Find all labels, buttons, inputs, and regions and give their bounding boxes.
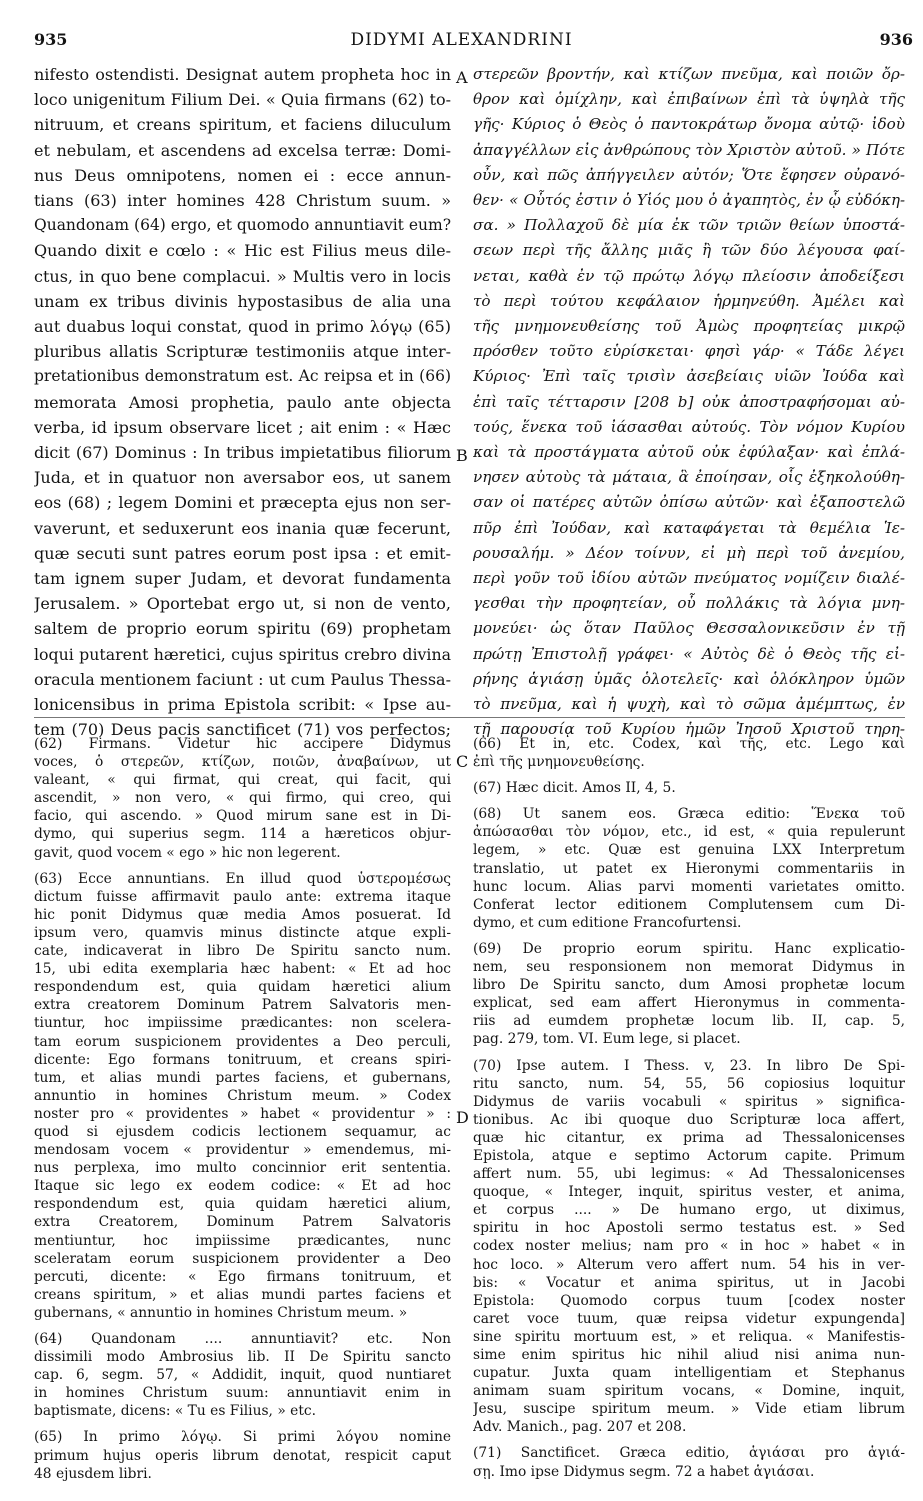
page-number-left: 935 bbox=[34, 30, 68, 49]
margin-letter-b: B bbox=[456, 446, 468, 465]
latin-text-line: loqui putarent hæretici, cujus spiritus crebro divina bbox=[34, 644, 451, 664]
margin-letter-d: D bbox=[456, 1108, 469, 1127]
footnote-line: dicente: Ego formans tonitruum, et creans spiri- bbox=[34, 1051, 451, 1068]
footnote-line: translatio, ut patet ex Hieronymi commentariis in bbox=[473, 860, 905, 877]
latin-text-line: lonicensibus in prima Epistola scribit: « Ipse au- bbox=[34, 695, 451, 715]
footnote-line: sime enim spiritus hic nihil aliud nisi anima nun- bbox=[473, 1347, 905, 1363]
footnote-line: tionibus. Ac ibi quoque duo Scripturæ loca affert, bbox=[473, 1111, 905, 1128]
greek-text-line: πρόσθεν τοῦτο εὑρίσκεται· φησὶ γάρ· « Τάδε λέγει bbox=[473, 342, 905, 361]
footnote-line: animam suam spiritum vocans, « Domine, inquit, bbox=[473, 1383, 905, 1400]
footnote-line: codex noster melius; nam pro « in hoc » habet « in bbox=[473, 1238, 905, 1255]
footnote-line: extra creatorem Dominum Patrem Salvatoris men- bbox=[34, 997, 451, 1014]
footnote-line: quæ hic citantur, ex prima ad Thessalonicenses bbox=[473, 1129, 905, 1146]
greek-text-column bbox=[473, 62, 905, 742]
latin-text-line: quæ secuti sunt patres eorum post ipsa : et emit- bbox=[34, 543, 451, 563]
footnote-line: dymo, qui superius segm. 114 a hæreticos objur- bbox=[34, 826, 451, 843]
footnote-line: spiritu in hoc Apostoli sermo testatus est. » Sed bbox=[473, 1220, 905, 1237]
footnote-line: cate, indicaverat in libro De Spiritu sancto num. bbox=[34, 943, 451, 960]
footnote-line: Itaque sic lego ex eodem codice: « Et ad hoc bbox=[34, 1178, 451, 1195]
footnote-line: tam eorum suspicionem providentes a Deo perculi, bbox=[34, 1033, 451, 1050]
footnote-line: Conferat lector editionem Complutensem cum Di- bbox=[473, 896, 905, 913]
footnote-line: Epistola: Quomodo corpus tuum [codex noster bbox=[473, 1292, 905, 1309]
margin-letter-c: C bbox=[456, 752, 469, 771]
greek-text-line: γῆς· Κύριος ὁ Θεὸς ὁ παντοκράτωρ ὄνομα αὐτῷ· ἰδοὺ bbox=[473, 115, 905, 134]
greek-text-line: ρουσαλήμ. » Δέον τοίνυν, εἰ μὴ περὶ τοῦ ἀνεμίου, bbox=[473, 543, 905, 562]
footnote-line: (68) Ut sanem eos. Græca editio: Ἕνεκα τοῦ bbox=[473, 806, 905, 823]
latin-text-line: tians (63) inter homines 428 Christum suum. » bbox=[34, 191, 451, 211]
greek-text-line: γεσθαι τὴν προφητείαν, οὗ πολλάκις τὰ λόγια μνη- bbox=[473, 594, 905, 613]
footnote-line: ἀπώσασθαι τὸν νόμον, etc., id est, « quia repulerunt bbox=[473, 824, 905, 841]
greek-text-line: νησεν αὐτοὺς τὰ μάταια, ἃ ἐποίησαν, οἷς ἐξηκολούθη- bbox=[473, 468, 905, 487]
latin-text-line: et nebulam, et ascendens ad excelsa terræ: Domi- bbox=[34, 140, 451, 160]
greek-text-line: ἀπαγγέλλων εἰς ἀνθρώπους τὸν Χριστὸν αὐτοῦ. » Πότε bbox=[473, 140, 905, 159]
greek-text-line: ἐπὶ ταῖς τέτταρσιν [208 b] οὐκ ἀποστραφήσομαι αὐ- bbox=[473, 392, 905, 411]
latin-text-line: Juda, et in quatuor non aversabor eos, ut sanem bbox=[34, 468, 451, 488]
greek-text-line: Κύριος· Ἐπὶ ταῖς τρισὶν ἀσεβείαις υἱῶν Ἰούδα καὶ bbox=[473, 367, 905, 386]
footnote-line: affert num. 55, ubi legimus: « Ad Thessalonicenses bbox=[473, 1166, 905, 1183]
latin-text-line: eos (68) ; legem Domini et præcepta ejus non ser- bbox=[34, 493, 451, 513]
footnote-line: cupatur. Juxta quam intelligentiam et Stephanus bbox=[473, 1365, 905, 1382]
footnote-line: pag. 279, tom. VI. Eum lege, si placet. bbox=[473, 1031, 741, 1048]
footnote-line: valeant, « qui firmat, qui creat, qui facit, qui bbox=[34, 772, 451, 789]
footnote-line: sceleratam eorum suspicionem providenter a Deo bbox=[34, 1250, 451, 1267]
footnote-line: respondendum est, quia quidam hæretici alium bbox=[34, 979, 451, 996]
footnote-line: ascendit, » non vero, « qui firmo, qui creo, qui bbox=[34, 790, 451, 807]
greek-text-line: πρώτῃ Ἐπιστολῇ γράφει· « Αὐτὸς δὲ ὁ Θεὸς τῆς εἰ- bbox=[473, 644, 905, 663]
running-head bbox=[0, 30, 923, 56]
latin-text-line: nus Deus omnipotens, nomen ei : ecce annun- bbox=[34, 165, 451, 185]
footnote-line: nem, seu responsionem non memorat Didymus in bbox=[473, 959, 905, 976]
footnote-line: explicat, sed eam affert Hieronymus in commenta- bbox=[473, 995, 905, 1012]
footnote-line: gavit, quod vocem « ego » hic non legerent. bbox=[34, 844, 341, 861]
footnote-line: Adv. Manich., pag. 207 et 208. bbox=[473, 1419, 687, 1436]
greek-text-line: σεων περὶ τῆς ἄλλης μιᾶς ἢ τῶν δύο λέγουσα φαί- bbox=[473, 241, 905, 260]
latin-text-line: Quando dixit e cœlo : « Hic est Filius meus dile- bbox=[34, 241, 451, 261]
greek-text-line: στερεῶν βροντήν, καὶ κτίζων πνεῦμα, καὶ ποιῶν ὄρ- bbox=[473, 65, 905, 83]
footnote-line: cap. 6, segm. 57, « Addidit, inquit, quod nuntiaret bbox=[34, 1367, 451, 1384]
footnote-gap bbox=[473, 771, 905, 779]
greek-text-line: τὸ περὶ τούτου κεφάλαιον ἡρμηνεύθη. Ἀμέλει καὶ bbox=[473, 291, 905, 310]
footnote-line: hoc loco. » Alterum vero affert num. 54 his in ver- bbox=[473, 1256, 905, 1273]
greek-text-line: τὸ πνεῦμα, καὶ ἡ ψυχὴ, καὶ τὸ σῶμα ἀμέμπτως, ἐν bbox=[473, 695, 905, 714]
margin-letter-a: A bbox=[456, 68, 468, 87]
footnote-line: noster pro « providentes » habet « providentur » : bbox=[34, 1105, 451, 1122]
footnote-line: creans spiritum, » et alias mundi partes faciens et bbox=[34, 1286, 451, 1303]
footnote-gap bbox=[34, 1420, 451, 1428]
footnote-gap bbox=[473, 1049, 905, 1057]
latin-text-line: tam ignem super Judam, et devorat fundamenta bbox=[34, 569, 451, 589]
latin-text-line: nitruum, et creans spiritum, et faciens diluculum bbox=[34, 115, 451, 135]
latin-text-line: unam ex tribus divinis hypostasibus de alia una bbox=[34, 291, 451, 311]
footnote-line: gubernans, « annuntio in homines Christum meum. » bbox=[34, 1304, 408, 1321]
footnote-line: (64) Quandonam .... annuntiavit? etc. Non bbox=[34, 1331, 451, 1347]
footnote-line: (66) Et in, etc. Codex, καὶ τῆς, etc. Lego καὶ bbox=[473, 736, 905, 752]
footnote-gap bbox=[473, 1436, 905, 1444]
latin-text-line: tem (70) Deus pacis sanctificet (71) vos perfectos; bbox=[34, 720, 451, 740]
footnote-line: nus perplexa, imo multo concinnior erit sententia. bbox=[34, 1160, 451, 1177]
footnote-divider bbox=[34, 717, 905, 718]
latin-text-line: loco unigenitum Filium Dei. « Quia firmans (62) to- bbox=[34, 90, 451, 110]
footnote-line: in homines Christum suum: annuntiavit enim in bbox=[34, 1385, 451, 1402]
greek-text-line: τούς, ἕνεκα τοῦ ἰάσασθαι αὐτούς. Τὸν νόμον Κυρίου bbox=[473, 417, 905, 436]
footnote-line: bis: « Vocatur et anima spiritus, ut in Jacobi bbox=[473, 1274, 905, 1291]
greek-text-line: πῦρ ἐπὶ Ἰούδαν, καὶ καταφάγεται τὰ θεμέλια Ἱε- bbox=[473, 518, 905, 537]
greek-text-line: θρον καὶ ὁμίχλην, καὶ ἐπιβαίνων ἐπὶ τὰ ὑψηλὰ τῆς bbox=[473, 90, 905, 109]
footnote-line: (67) Hæc dicit. Amos II, 4, 5. bbox=[473, 780, 676, 797]
footnote-line: (71) Sanctificet. Græca editio, ἁγιάσαι pro ἁγιά- bbox=[473, 1445, 905, 1462]
latin-text-line: dicit (67) Dominus : In tribus impietatibus filiorum bbox=[34, 443, 451, 463]
footnote-line: hic ponit Didymus quæ media Amos posuerat. Id bbox=[34, 906, 451, 923]
footnote-line: 15, ubi edita exemplaria hæc habent: « Et ad hoc bbox=[34, 961, 451, 978]
latin-text-line: ctus, in quo bene complacui. » Multis vero in locis bbox=[34, 266, 451, 286]
greek-text-line: ρήνης ἁγιάσῃ ὑμᾶς ὁλοτελεῖς· καὶ ὁλόκληρον ὑμῶν bbox=[473, 669, 905, 688]
latin-text-line: oracula mentionem faciunt : ut cum Paulus Thessa- bbox=[34, 669, 451, 689]
footnote-line: dissimili modo Ambrosius lib. II De Spiritu sancto bbox=[34, 1349, 451, 1366]
greek-text-line: θεν· « Οὗτός ἐστιν ὁ Υἱός μου ὁ ἀγαπητὸς, ἐν ᾧ εὐδόκη- bbox=[473, 191, 905, 210]
greek-text-line: τῇ παρουσίᾳ τοῦ Κυρίου ἡμῶν Ἰησοῦ Χριστοῦ τηρη- bbox=[473, 720, 905, 739]
greek-text-line: νεται, καθὰ ἐν τῷ πρώτῳ λόγῳ πλείοσιν ἀποδείξεσι bbox=[473, 266, 905, 285]
footnote-line: ipsum vero, quamvis minus distincte atque expli- bbox=[34, 924, 451, 941]
footnotes-right-column bbox=[473, 735, 905, 1481]
footnote-line: extra Creatorem, Dominum Patrem Salvatoris bbox=[34, 1214, 451, 1231]
latin-text-column bbox=[34, 62, 451, 742]
footnote-line: Didymus de variis vocabuli « spiritus » significa- bbox=[473, 1093, 905, 1110]
latin-text-line: aut duabus loqui constat, quod in primo λόγῳ (65) bbox=[34, 317, 451, 337]
greek-text-line: σαν οἱ πατέρες αὐτῶν ὀπίσω αὐτῶν· καὶ ἐξαποστελῶ bbox=[473, 493, 905, 512]
latin-text-line: saltem de proprio eorum spiritu (69) prophetam bbox=[34, 619, 451, 639]
latin-text-line: vaverunt, et seduxerunt eos inania quæ fecerunt, bbox=[34, 518, 451, 538]
greek-text-line: οὖν, καὶ πῶς ἀπήγγειλεν αὐτόν; Ὅτε ἔφησεν οὐρανό- bbox=[473, 165, 905, 184]
footnote-line: caret voce tuum, quæ reipsa videtur expungenda] bbox=[473, 1310, 905, 1327]
footnote-line: annuntio in homines Christum meum. » Codex bbox=[34, 1087, 451, 1104]
footnote-line: facio, qui ascendo. » Quod mirum sane est in Di- bbox=[34, 808, 451, 825]
footnote-line: mendosam vocem « providentur » emendemus, mi- bbox=[34, 1142, 451, 1159]
footnote-line: 48 ejusdem libri. bbox=[34, 1465, 152, 1482]
footnote-gap bbox=[34, 862, 451, 870]
footnote-line: respondendum est, quia quidam hæretici alium, bbox=[34, 1196, 451, 1213]
footnote-line: et corpus .... » De humano ergo, ut diximus, bbox=[473, 1202, 905, 1219]
greek-text-line: καὶ τὰ προστάγματα αὐτοῦ οὐκ ἐφύλαξαν· καὶ ἐπλά- bbox=[473, 443, 905, 462]
greek-text-line: περὶ γοῦν τοῦ ἰδίου αὐτῶν πνεύματος νομίζειν διαλέ- bbox=[473, 569, 905, 588]
latin-text-line: nifesto ostendisti. Designat autem propheta hoc in bbox=[34, 65, 451, 84]
footnote-line: baptismate, dicens: « Tu es Filius, » etc. bbox=[34, 1403, 316, 1420]
footnote-gap bbox=[34, 1322, 451, 1330]
footnotes-left-column bbox=[34, 735, 451, 1483]
footnote-line: σῃ. Imo ipse Didymus segm. 72 a habet ἁγιάσαι. bbox=[473, 1463, 815, 1480]
footnote-line: dictum fuisse affirmavit paulo ante: extrema itaque bbox=[34, 888, 451, 905]
footnote-line: primum hujus operis librum denotat, respicit caput bbox=[34, 1447, 451, 1464]
footnote-line: tiuntur, hoc impiissime prædicantes: non scelera- bbox=[34, 1015, 451, 1032]
footnote-line: quoque, « Integer, inquit, spiritus vester, et anima, bbox=[473, 1184, 905, 1201]
footnote-line: (69) De proprio eorum spiritu. Hanc explicatio- bbox=[473, 940, 905, 957]
running-title: DIDYMI ALEXANDRINI bbox=[350, 30, 573, 50]
greek-text-line: τῆς μνημονευθείσης τοῦ Ἀμὼς προφητείας μικρῷ bbox=[473, 317, 905, 336]
footnote-line: percuti, dicente: « Ego firmans tonitruum, et bbox=[34, 1268, 451, 1285]
footnote-gap bbox=[473, 932, 905, 940]
footnote-line: riis ad eumdem prophetæ locum lib. II, cap. 5, bbox=[473, 1013, 905, 1030]
footnote-line: hunc locum. Alias parvi momenti varietates omitto. bbox=[473, 878, 905, 895]
latin-text-line: Quandonam (64) ergo, et quomodo annuntiavit eum? bbox=[34, 216, 451, 235]
footnote-line: sine spiritu mortuum est, » et reliqua. « Manifestis- bbox=[473, 1328, 905, 1345]
footnote-line: mentiuntur, hoc impiissime prædicantes, nunc bbox=[34, 1232, 451, 1249]
footnote-line: ἐπὶ τῆς μνημονευθείσης. bbox=[473, 754, 645, 771]
page-number-right: 936 bbox=[879, 30, 913, 49]
footnote-line: voces, ὁ στερεῶν, κτίζων, ποιῶν, ἀναβαίνων, ut bbox=[34, 754, 451, 771]
latin-text-line: pretationibus demonstratum est. Ac reipsa et in (66) bbox=[34, 367, 451, 386]
greek-text-line: μονεύει· ὡς ὅταν Παῦλος Θεσσαλονικεῦσιν ἐν τῇ bbox=[473, 619, 905, 638]
footnote-line: libro De Spiritu sancto, dum Amosi prophetæ locum bbox=[473, 977, 905, 994]
latin-text-line: Jerusalem. » Oportebat ergo ut, si non de vento, bbox=[34, 594, 451, 614]
footnote-gap bbox=[473, 797, 905, 805]
footnote-line: ritu sancto, num. 54, 55, 56 copiosius loquitur bbox=[473, 1075, 905, 1092]
latin-text-line: memorata Amosi prophetia, paulo ante objecta bbox=[34, 392, 451, 412]
footnote-line: (70) Ipse autem. I Thess. v, 23. In libro De Spi- bbox=[473, 1057, 905, 1074]
footnote-line: (65) In primo λόγῳ. Si primi λόγου nomine bbox=[34, 1429, 451, 1446]
footnote-line: (62) Firmans. Videtur hic accipere Didymus bbox=[34, 736, 451, 752]
footnote-line: Epistola, atque e septimo Actorum capite. Primum bbox=[473, 1147, 905, 1164]
footnote-line: tum, et alias mundi partes faciens, et gubernans, bbox=[34, 1069, 451, 1086]
footnote-line: (63) Ecce annuntians. En illud quod ὑστερομέσως bbox=[34, 870, 451, 887]
footnote-line: quod si ejusdem codicis lectionem sequamur, ac bbox=[34, 1123, 451, 1140]
latin-text-line: pluribus allatis Scripturæ testimoniis atque inter- bbox=[34, 342, 451, 362]
footnote-line: dymo, et cum editione Francofurtensi. bbox=[473, 914, 742, 931]
footnote-line: Jesu, suscipe spiritum meum. » Vide etiam librum bbox=[473, 1401, 905, 1418]
greek-text-line: σα. » Πολλαχοῦ δὲ μία ἐκ τῶν τριῶν θείων ὑποστά- bbox=[473, 216, 905, 235]
footnote-line: legem, » etc. Quæ est genuina LXX Interpretum bbox=[473, 842, 905, 859]
latin-text-line: verba, id ipsum observare licet ; ait enim : « Hæc bbox=[34, 417, 451, 437]
